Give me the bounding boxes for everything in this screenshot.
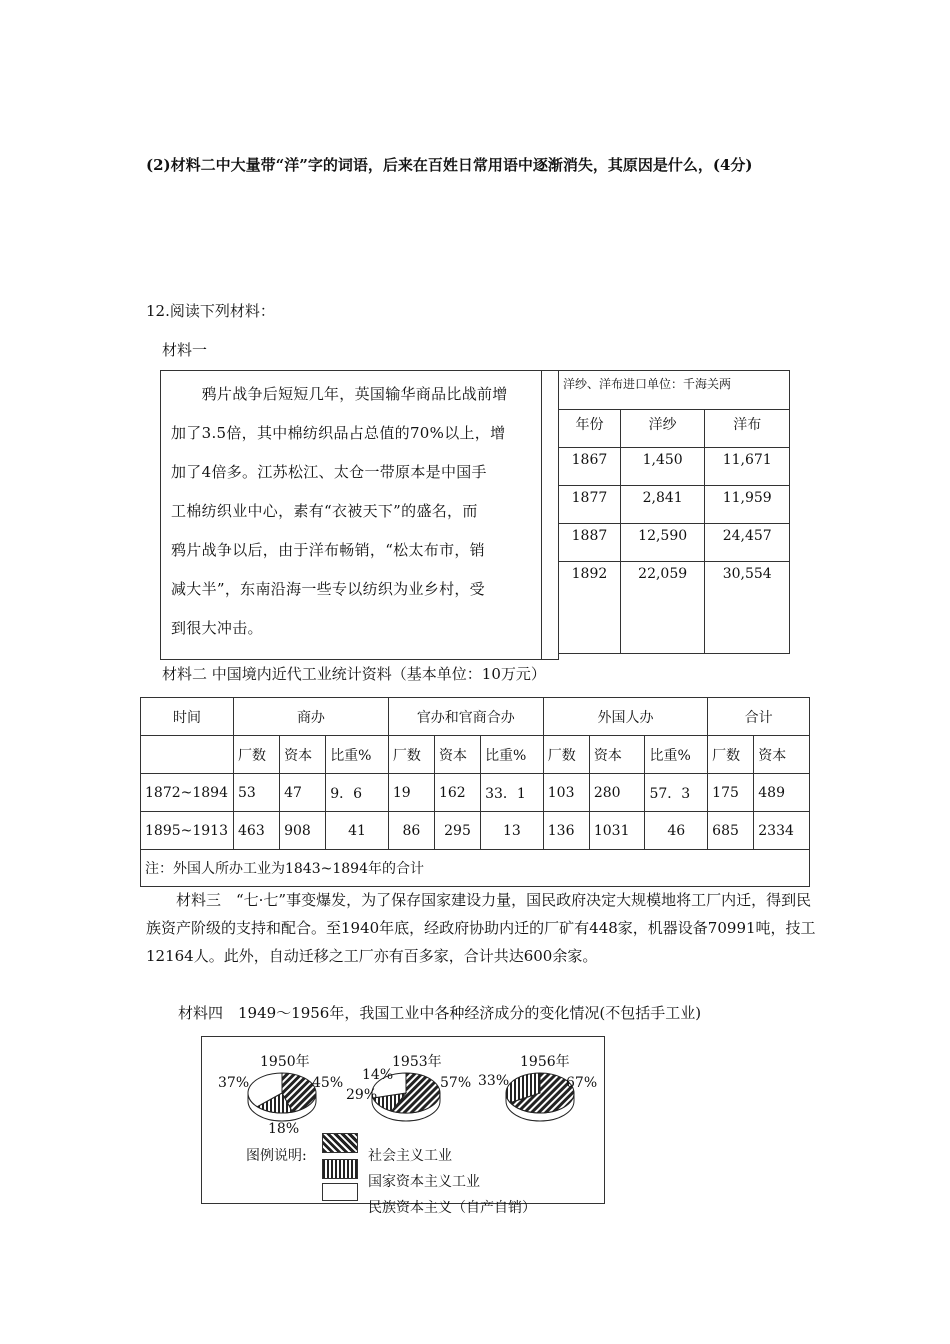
legend-title: 图例说明:	[246, 1148, 307, 1164]
sub-header: 厂数	[388, 736, 434, 774]
pie-label: 67%	[566, 1075, 598, 1091]
group-header: 外国人办	[543, 698, 707, 736]
pie-title-1950: 1950年	[260, 1054, 310, 1070]
pie-label: 33%	[478, 1073, 510, 1089]
sub-header: 厂数	[708, 736, 754, 774]
legend-item: 国家资本主义工业	[368, 1174, 480, 1190]
material-1-text-box	[160, 370, 542, 660]
legend-swatch-blank	[322, 1183, 358, 1201]
table-header: 洋纱	[620, 410, 705, 448]
pie-label: 18%	[268, 1121, 300, 1137]
table-caption: 洋纱、洋布进口单位：千海关两	[559, 371, 790, 410]
sub-header: 比重%	[326, 736, 389, 774]
pie-title-1953: 1953年	[392, 1054, 442, 1070]
legend-item: 社会主义工业	[368, 1148, 452, 1164]
sub-header: 比重%	[481, 736, 544, 774]
pie-chart-panel	[201, 1036, 605, 1216]
table-row: 1877 2,841 11,959	[559, 486, 790, 524]
sub-header: 资本	[754, 736, 810, 774]
material-4-title: 材料四 1949～1956年，我国工业中各种经济成分的变化情况(不包括手工业)	[178, 1004, 702, 1022]
table-header: 洋布	[705, 410, 790, 448]
question-12-title: 12.阅读下列材料：	[146, 302, 275, 320]
pie-label: 45%	[312, 1075, 344, 1091]
pie-label: 14%	[362, 1067, 394, 1083]
industry-statistics-table	[140, 697, 810, 887]
sub-header: 资本	[589, 736, 645, 774]
yarn-cloth-import-table	[558, 370, 790, 654]
table-row: 1887 12,590 24,457	[559, 524, 790, 562]
group-header: 商办	[234, 698, 389, 736]
sub-header: 资本	[434, 736, 480, 774]
legend-item: 民族资本主义（自产自销）	[368, 1200, 536, 1216]
sub-header: 比重%	[645, 736, 708, 774]
table-note: 注：外国人所办工业为1843~1894年的合计	[141, 850, 810, 887]
material-3-text: 材料三 “七·七”事变爆发，为了保存国家建设力量，国民政府决定大规模地将工厂内迁，得到民族资产阶级的支持和配合。至1940年底，经政府协助内迁的厂矿有448家，机器设备70991吨，技工12164人。此外，自动迁移之工厂亦有百多家，合计共达600余家。	[146, 891, 816, 965]
pie-label: 29%	[346, 1087, 378, 1103]
table-row: 1872~1894 53 47 9．6 19 162 33．1 103 280 57．3 175 489	[141, 774, 810, 812]
pie-label: 57%	[440, 1075, 472, 1091]
group-header: 合计	[708, 698, 810, 736]
legend-swatch-stripes	[322, 1159, 358, 1179]
sub-header: 资本	[280, 736, 326, 774]
group-header: 官办和官商合办	[388, 698, 543, 736]
table-row: 1892 22,059 30,554	[559, 562, 790, 654]
material-1-paragraph: 鸦片战争后短短几年，英国输华商品比战前增 加了3.5倍，其中棉纺织品占总值的70%以上，增 加了4倍多。江苏松江、太仓一带原本是中国手 工棉纺织业中心，素有“衣被天下”的盛名，而 鸦片战争以后，由于洋布畅销，“松太布市，销 减大半”，东南沿海一些专以纺织为业乡村，受 到很大冲击。	[171, 385, 508, 637]
legend-swatch-hatch	[322, 1133, 358, 1153]
material-1-label: 材料一	[162, 341, 208, 359]
table-row: 1895~1913 463 908 41 86 295 13 136 1031 46 685 2334	[141, 812, 810, 850]
group-header: 时间	[141, 698, 234, 736]
sub-header: 厂数	[234, 736, 280, 774]
pie-title-1956: 1956年	[520, 1054, 570, 1070]
table-header: 年份	[559, 410, 621, 448]
sub-header: 厂数	[543, 736, 589, 774]
pie-label: 37%	[218, 1075, 250, 1091]
table-row: 1867 1,450 11,671	[559, 448, 790, 486]
material-1-spacer	[540, 370, 559, 660]
material-2-title: 材料二 中国境内近代工业统计资料（基本单位：10万元）	[162, 665, 546, 683]
question-2-text: (2)材料二中大量带“洋”字的词语，后来在百姓日常用语中逐渐消失，其原因是什么，(4分)	[146, 156, 753, 174]
